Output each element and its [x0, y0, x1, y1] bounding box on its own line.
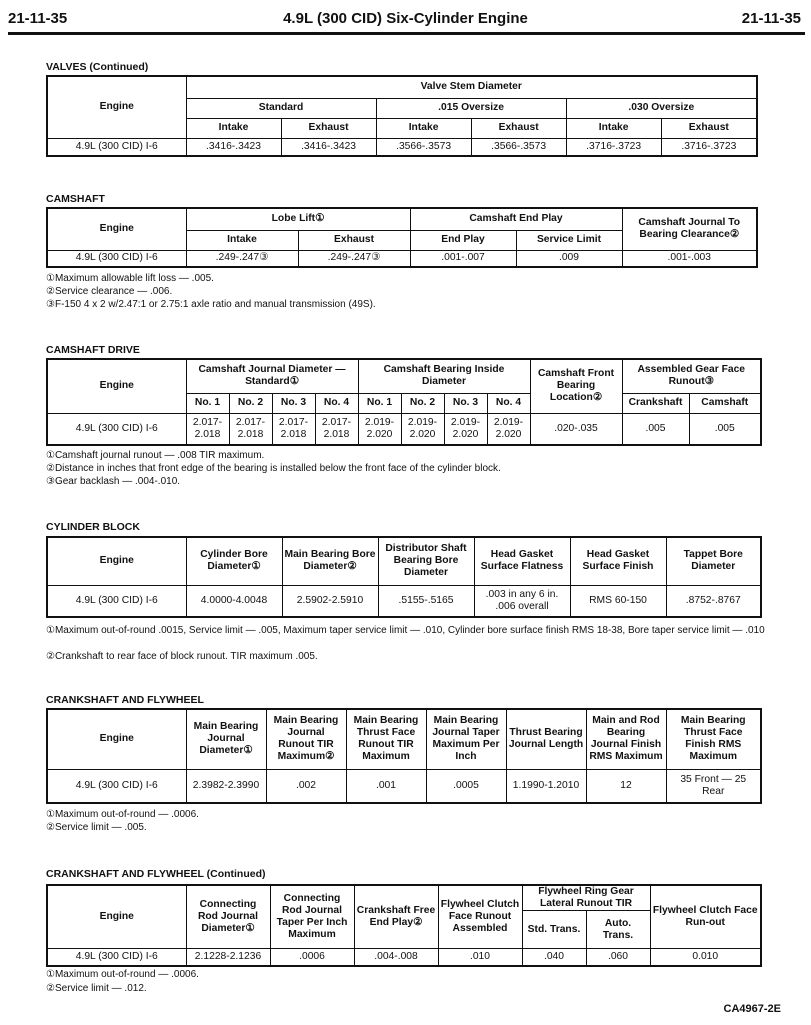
camshaft-drive-engine-header: Engine	[47, 359, 186, 413]
table-row	[47, 413, 761, 445]
journal-number-header: No. 1	[186, 393, 229, 413]
table-cell: 2.019-2.020	[487, 413, 530, 445]
camshaft-col-header: Intake	[186, 230, 298, 250]
page-number-right: 21-11-35	[741, 10, 801, 27]
valves-col-header: Exhaust	[471, 118, 566, 138]
table-cell: .3416-.3423	[281, 138, 376, 156]
table-cell: .003 in any 6 in. .006 overall	[474, 585, 570, 617]
ring-gear-col-header: Auto. Trans.	[586, 911, 650, 949]
ring-gear-runout-header: Flywheel Ring Gear Lateral Runout TIR	[522, 885, 650, 911]
cylinder-block-header: Tappet Bore Diameter	[666, 537, 761, 585]
crankshaft-section-title: CRANKSHAFT AND FLYWHEEL	[46, 694, 204, 706]
table-cell: .249-.247③	[298, 250, 410, 267]
camshaft-section-title: CAMSHAFT	[46, 193, 105, 205]
table-cell: 2.019-2.020	[401, 413, 444, 445]
table-cell: .5155-.5165	[378, 585, 474, 617]
crankshaft-continued-section-title: CRANKSHAFT AND FLYWHEEL (Continued)	[46, 868, 266, 880]
bearing-number-header: No. 3	[444, 393, 487, 413]
valves-030-header: .030 Oversize	[566, 98, 757, 118]
gear-col-header: Crankshaft	[622, 393, 689, 413]
crankshaft-continued-header: Connecting Rod Journal Diameter①	[186, 885, 270, 949]
cylinder-block-footnote: ②Crankshaft to rear face of block runout. TIR maximum .005.	[46, 651, 318, 662]
camshaft-footnote: ①Maximum allowable lift loss — .005.	[46, 273, 214, 284]
table-cell: .005	[689, 413, 761, 445]
crankshaft-continued-header: Engine	[47, 885, 186, 949]
crankshaft-continued-header: Flywheel Clutch Face Runout Assembled	[438, 885, 522, 949]
table-cell: .3716-.3723	[661, 138, 757, 156]
table-cell: 2.017-2.018	[315, 413, 358, 445]
table-cell: .002	[266, 769, 346, 803]
table-cell: 1.1990-1.2010	[506, 769, 586, 803]
page-number-left: 21-11-35	[8, 10, 68, 27]
table-row	[47, 949, 761, 966]
crankshaft-header: Thrust Bearing Journal Length	[506, 709, 586, 769]
camshaft-footnote: ③F-150 4 x 2 w/2.47:1 or 2.75:1 axle ratio and manual transmission (49S).	[46, 299, 376, 310]
table-cell: 2.3982-2.3990	[186, 769, 266, 803]
flywheel-clutch-face-runout-header: Flywheel Clutch Face Run-out	[650, 885, 761, 949]
table-cell: 4.9L (300 CID) I-6	[47, 413, 186, 445]
cylinder-block-header: Main Bearing Bore Diameter②	[282, 537, 378, 585]
table-cell: 2.017-2.018	[229, 413, 272, 445]
crankshaft-continued-header: Crankshaft Free End Play②	[354, 885, 438, 949]
camshaft-col-header: End Play	[410, 230, 516, 250]
journal-number-header: No. 2	[229, 393, 272, 413]
cylinder-block-section-title: CYLINDER BLOCK	[46, 521, 140, 533]
table-cell: 4.9L (300 CID) I-6	[47, 949, 186, 966]
page-title: 4.9L (300 CID) Six-Cylinder Engine	[283, 10, 528, 27]
camshaft-table	[46, 207, 758, 268]
table-cell: 4.9L (300 CID) I-6	[47, 250, 186, 267]
table-cell: .040	[522, 949, 586, 966]
table-cell: .3716-.3723	[566, 138, 661, 156]
camshaft-engine-header: Engine	[47, 208, 186, 250]
crankshaft-header: Main Bearing Journal Diameter①	[186, 709, 266, 769]
table-cell: 2.019-2.020	[358, 413, 401, 445]
valves-col-header: Intake	[376, 118, 471, 138]
valves-section-title: VALVES (Continued)	[46, 61, 149, 73]
table-row	[47, 138, 757, 156]
table-cell: .249-.247③	[186, 250, 298, 267]
valves-col-header: Exhaust	[281, 118, 376, 138]
crankshaft-continued-header: Connecting Rod Journal Taper Per Inch Maximum	[270, 885, 354, 949]
table-cell: 2.017-2.018	[186, 413, 229, 445]
valves-engine-header: Engine	[47, 76, 186, 138]
valves-015-header: .015 Oversize	[376, 98, 566, 118]
valves-standard-header: Standard	[186, 98, 376, 118]
cylinder-block-footnote: ①Maximum out-of-round .0015, Service limit — .005, Maximum taper service limit — .010, Cylinder bore surface finish RMS 18-38, Bore taper service limit — .010	[46, 625, 765, 636]
valves-col-header: Intake	[566, 118, 661, 138]
table-cell: 4.0000-4.0048	[186, 585, 282, 617]
journal-number-header: No. 3	[272, 393, 315, 413]
cylinder-block-header: Head Gasket Surface Flatness	[474, 537, 570, 585]
table-row	[47, 250, 757, 267]
table-row	[47, 769, 761, 803]
ring-gear-col-header: Std. Trans.	[522, 911, 586, 949]
table-cell: 4.9L (300 CID) I-6	[47, 585, 186, 617]
crankshaft-footnote: ①Maximum out-of-round — .0006.	[46, 809, 199, 820]
camshaft-drive-table	[46, 358, 762, 446]
table-cell: .005	[622, 413, 689, 445]
figure-code: CA4967-2E	[723, 1003, 781, 1015]
crankshaft-table	[46, 708, 762, 804]
table-cell: .001-.003	[622, 250, 757, 267]
lobe-lift-header: Lobe Lift①	[186, 208, 410, 230]
cylinder-block-header: Cylinder Bore Diameter①	[186, 537, 282, 585]
table-cell: .001-.007	[410, 250, 516, 267]
table-cell: .020-.035	[530, 413, 622, 445]
table-cell: RMS 60-150	[570, 585, 666, 617]
valves-col-header: Intake	[186, 118, 281, 138]
crankshaft-header: Engine	[47, 709, 186, 769]
table-cell: .004-.008	[354, 949, 438, 966]
camshaft-drive-footnote: ②Distance in inches that front edge of the bearing is installed below the front face of the cylinder block.	[46, 463, 501, 474]
gear-face-runout-header: Assembled Gear Face Runout③	[622, 359, 761, 393]
gear-col-header: Camshaft	[689, 393, 761, 413]
journal-clearance-header: Camshaft Journal To Bearing Clearance②	[622, 208, 757, 250]
table-cell: .3566-.3573	[471, 138, 566, 156]
journal-number-header: No. 4	[315, 393, 358, 413]
table-cell: 35 Front — 25 Rear	[666, 769, 761, 803]
cylinder-block-header: Distributor Shaft Bearing Bore Diameter	[378, 537, 474, 585]
table-cell: .010	[438, 949, 522, 966]
camshaft-drive-footnote: ①Camshaft journal runout — .008 TIR maximum.	[46, 450, 265, 461]
bearing-number-header: No. 2	[401, 393, 444, 413]
table-cell: 2.1228-2.1236	[186, 949, 270, 966]
valves-stem-diameter-header: Valve Stem Diameter	[186, 76, 757, 98]
bearing-number-header: No. 4	[487, 393, 530, 413]
table-cell: .3416-.3423	[186, 138, 281, 156]
header-rule	[8, 32, 805, 35]
table-cell: 2.017-2.018	[272, 413, 315, 445]
camshaft-footnote: ②Service clearance — .006.	[46, 286, 173, 297]
journal-diameter-header: Camshaft Journal Diameter — Standard①	[186, 359, 358, 393]
bearing-inside-diameter-header: Camshaft Bearing Inside Diameter	[358, 359, 530, 393]
crankshaft-continued-table	[46, 884, 762, 967]
table-cell: 12	[586, 769, 666, 803]
page-header	[0, 0, 811, 38]
table-cell: 4.9L (300 CID) I-6	[47, 138, 186, 156]
table-cell: 0.010	[650, 949, 761, 966]
table-cell: .8752-.8767	[666, 585, 761, 617]
cylinder-block-header: Engine	[47, 537, 186, 585]
camshaft-col-header: Exhaust	[298, 230, 410, 250]
table-cell: .009	[516, 250, 622, 267]
crankshaft-header: Main and Rod Bearing Journal Finish RMS Maximum	[586, 709, 666, 769]
crankshaft-header: Main Bearing Journal Taper Maximum Per Inch	[426, 709, 506, 769]
camshaft-drive-section-title: CAMSHAFT DRIVE	[46, 344, 140, 356]
valves-table	[46, 75, 758, 157]
table-cell: 4.9L (300 CID) I-6	[47, 769, 186, 803]
crankshaft-footnote: ②Service limit — .005.	[46, 822, 147, 833]
camshaft-col-header: Service Limit	[516, 230, 622, 250]
crankshaft-header: Main Bearing Thrust Face Runout TIR Maximum	[346, 709, 426, 769]
camshaft-end-play-header: Camshaft End Play	[410, 208, 622, 230]
camshaft-drive-footnote: ③Gear backlash — .004-.010.	[46, 476, 181, 487]
crankshaft-header: Main Bearing Thrust Face Finish RMS Maximum	[666, 709, 761, 769]
front-bearing-location-header: Camshaft Front Bearing Location②	[530, 359, 622, 413]
cylinder-block-table	[46, 536, 762, 618]
table-cell: .001	[346, 769, 426, 803]
table-cell: 2.5902-2.5910	[282, 585, 378, 617]
crankshaft-continued-footnote: ②Service limit — .012.	[46, 983, 147, 994]
table-cell: 2.019-2.020	[444, 413, 487, 445]
table-row	[47, 585, 761, 617]
valves-col-header: Exhaust	[661, 118, 757, 138]
table-cell: .0006	[270, 949, 354, 966]
table-cell: .3566-.3573	[376, 138, 471, 156]
bearing-number-header: No. 1	[358, 393, 401, 413]
cylinder-block-header: Head Gasket Surface Finish	[570, 537, 666, 585]
crankshaft-continued-footnote: ①Maximum out-of-round — .0006.	[46, 969, 199, 980]
table-cell: .0005	[426, 769, 506, 803]
crankshaft-header: Main Bearing Journal Runout TIR Maximum②	[266, 709, 346, 769]
table-cell: .060	[586, 949, 650, 966]
